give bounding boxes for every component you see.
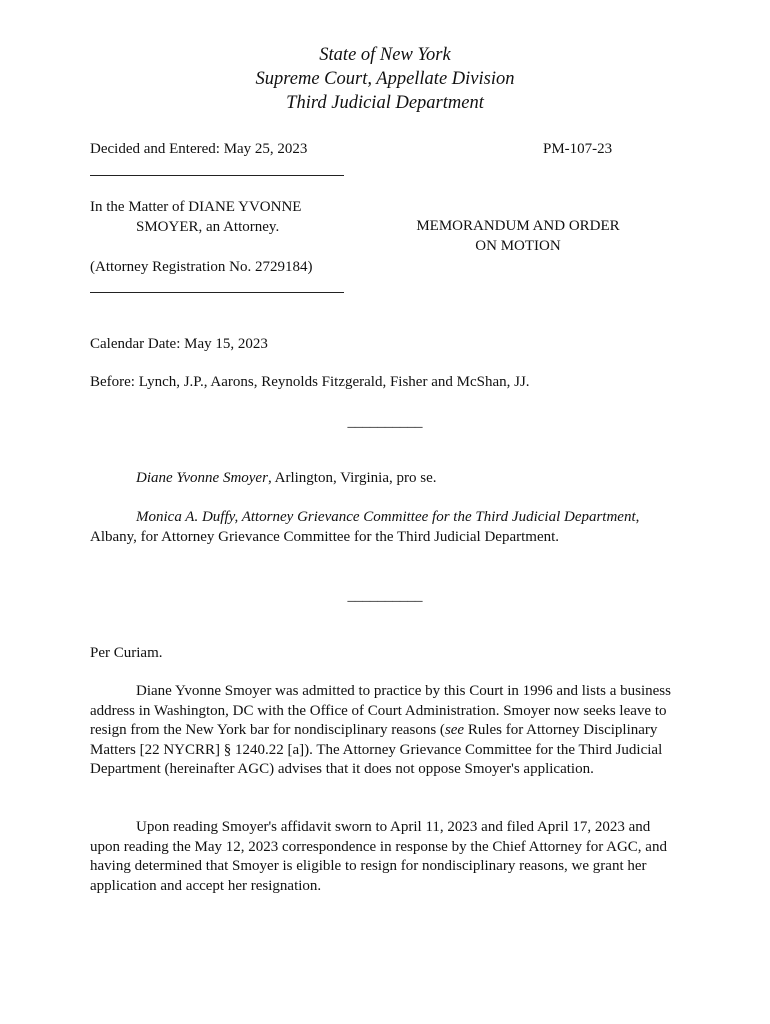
- decided-entered-date: Decided and Entered: May 25, 2023: [90, 141, 308, 157]
- memorandum-title-line-1: MEMORANDUM AND ORDER: [416, 218, 620, 234]
- attorney-registration: (Attorney Registration No. 2729184): [90, 259, 313, 275]
- respondent-name: Diane Yvonne Smoyer: [136, 470, 268, 486]
- memorandum-title-line-2: ON MOTION: [475, 238, 561, 254]
- separator-2: __________: [347, 588, 423, 604]
- caption-bottom-rule: [90, 292, 344, 293]
- header-department: Third Judicial Department: [286, 93, 484, 113]
- calendar-date: Calendar Date: May 15, 2023: [90, 336, 268, 352]
- opinion-paragraph-2: Upon reading Smoyer's affidavit sworn to April 11, 2023 and filed April 17, 2023 and upon reading the May 12, 2023 correspondence in response by the Chief Attorney for AGC, and having determined that Smoyer is eligible to resign for nondisciplinary reasons, we grant her application and accept her resignation.: [90, 819, 667, 894]
- paragraph-1-text-a: Diane Yvonne Smoyer was admitted to practice by this Court in 1996 and lists a business address in Washington, DC with the Office of Court Administration. Smoyer now seeks leave to resign from the New York bar for nondisciplinary reasons (: [90, 683, 671, 738]
- appearance-respondent: [90, 469, 682, 489]
- header-state: State of New York: [319, 45, 451, 65]
- committee-counsel-details: , Albany, for Attorney Grievance Committee for the Third Judicial Department.: [90, 509, 640, 545]
- header-court: Supreme Court, Appellate Division: [255, 69, 515, 89]
- respondent-details: , Arlington, Virginia, pro se.: [267, 470, 437, 486]
- per-curiam-heading: Per Curiam.: [90, 645, 163, 661]
- appearance-committee: [90, 508, 682, 547]
- case-number: PM-107-23: [543, 141, 613, 157]
- separator-1: __________: [347, 414, 423, 430]
- paragraph-1-text-b: Rules for Attorney Disciplinary Matters [22 NYCRR] § 1240.22 [a]). The Attorney Grievance Committee for the Third Judicial Department (hereinafter AGC) advises that it does not oppose Smoyer's application.: [90, 722, 663, 777]
- opinion-paragraph-1: [90, 682, 682, 780]
- before-panel: Before: Lynch, J.P., Aarons, Reynolds Fitzgerald, Fisher and McShan, JJ.: [90, 374, 530, 390]
- committee-counsel-name: Monica A. Duffy, Attorney Grievance Committee for the Third Judicial Department: [136, 509, 636, 525]
- matter-line-2: SMOYER, an Attorney.: [136, 219, 280, 235]
- matter-line-1: In the Matter of DIANE YVONNE: [90, 199, 302, 215]
- citation-signal-see: see: [444, 722, 465, 738]
- caption-top-rule: [90, 175, 344, 176]
